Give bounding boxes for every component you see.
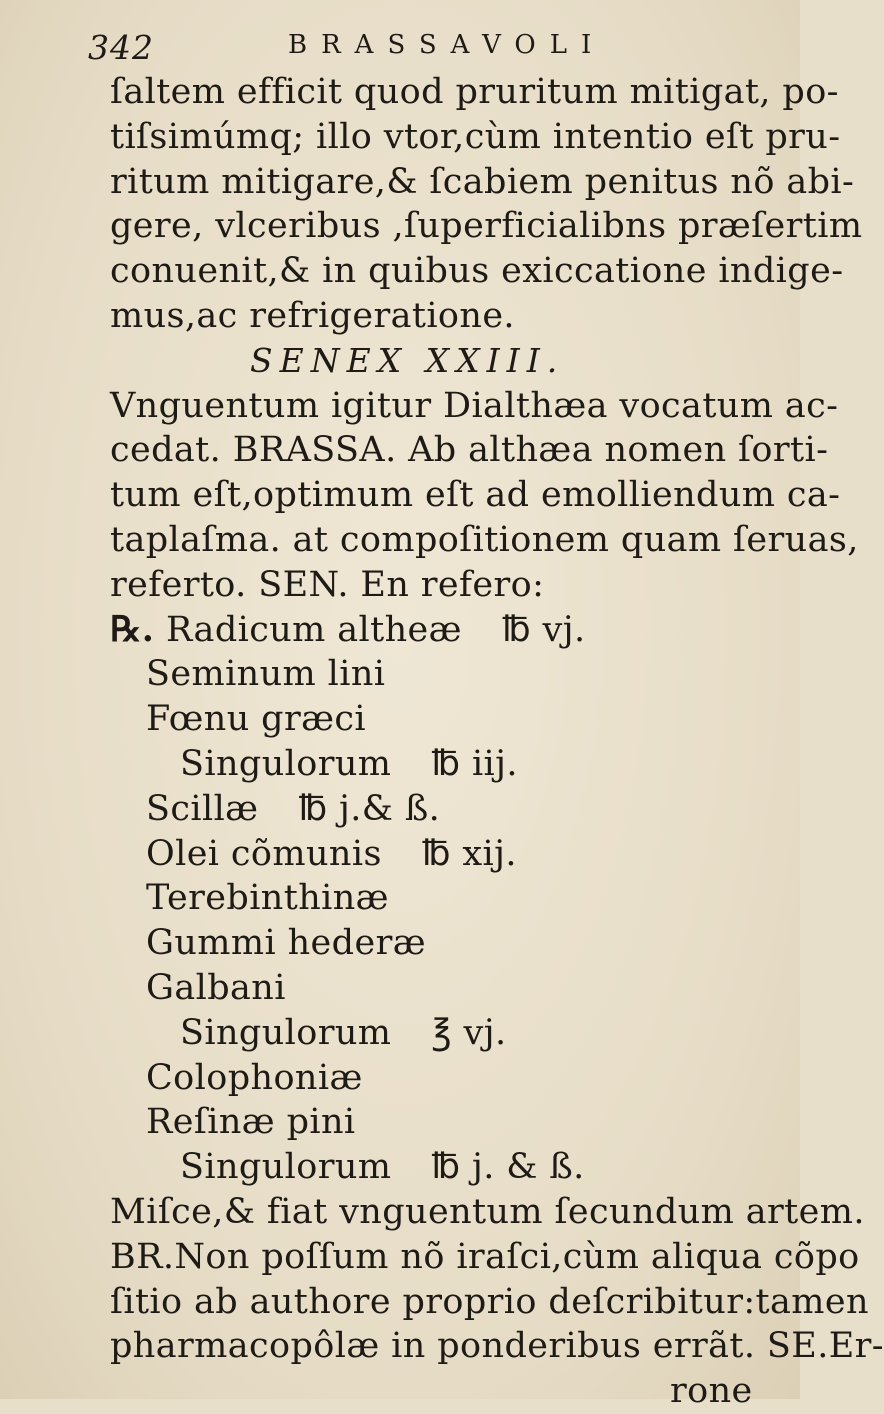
section-heading: SENEX XXIII.: [250, 340, 565, 380]
recipe-line: [110, 742, 800, 787]
recipe-line: [110, 1100, 800, 1145]
paragraph-line: Vnguentum igitur Dialthæa vocatum ac-: [110, 385, 839, 426]
ingredient: Radicum altheæ: [166, 609, 462, 650]
ingredient: Seminum lini: [146, 654, 386, 695]
closing-line: ſitio ab authore proprio deſcribitur:tamen: [110, 1281, 869, 1322]
recipe-line: [110, 921, 800, 966]
running-title: BRASSAVOLI: [288, 30, 606, 60]
recipe-line: [110, 652, 800, 697]
body-text: [110, 70, 884, 1414]
ingredient: Singulorum: [180, 1012, 392, 1053]
recipe-line: [110, 876, 800, 921]
closing-line: pharmacopôlæ in ponderibus errãt. SE.Er-: [110, 1326, 884, 1367]
page-number: 342: [88, 28, 154, 67]
ingredient: Galbani: [146, 967, 286, 1008]
quantity: ℔ j. & ß.: [431, 1147, 585, 1188]
recipe-symbol: ℞.: [110, 608, 155, 650]
recipe-line: [110, 1011, 800, 1056]
catchword: rone: [670, 1371, 753, 1412]
text-line: conuenit,& in quibus exiccatione indige-: [110, 251, 844, 292]
ingredient: Singulorum: [180, 743, 392, 784]
recipe-line: [110, 1145, 800, 1190]
text-line: ſaltem efficit quod pruritum mitigat, po-: [110, 72, 839, 112]
ingredient: Olei cõmunis: [146, 833, 382, 874]
ingredient: Terebinthinæ: [146, 878, 389, 919]
quantity: ℔ vj.: [501, 609, 586, 650]
recipe-line: [110, 966, 800, 1011]
text-line: gere, vlceribus ,ſuperficialibns præſertim: [110, 206, 863, 247]
closing-line: BR.Non poſſum nõ iraſci,cùm aliqua cõpo: [110, 1236, 860, 1277]
ingredient: Gummi hederæ: [146, 923, 426, 964]
page-header: [88, 28, 648, 68]
recipe-line: [110, 697, 800, 742]
recipe-line: [110, 608, 800, 653]
quantity: ℥ vj.: [431, 1012, 507, 1053]
ingredient: Fœnu græci: [146, 699, 367, 740]
paragraph-line: cedat. BRASSA. Ab althæa nomen ſorti-: [110, 430, 829, 471]
recipe-line: [110, 832, 800, 877]
paragraph-line: tum eſt,optimum eſt ad emolliendum ca-: [110, 475, 841, 516]
closing-line: Miſce,& fiat vnguentum ſecundum artem.: [110, 1191, 865, 1232]
quantity: ℔ iij.: [431, 743, 518, 784]
quantity: ℔ xij.: [421, 833, 517, 874]
paragraph-line: referto. SEN. En refero:: [110, 564, 545, 605]
ingredient: Singulorum: [180, 1147, 392, 1188]
ingredient: Scillæ: [146, 788, 259, 829]
text-line: tiſsimúmq; illo vtor,cùm intentio eſt pru-: [110, 116, 841, 157]
recipe-line: [110, 1056, 800, 1101]
paragraph-line: taplaſma. at compoſitionem quam ſeruas,: [110, 519, 859, 560]
quantity: ℔ j.& ß.: [298, 788, 441, 829]
text-line: ritum mitigare,& ſcabiem penitus nõ abi-: [110, 161, 855, 202]
recipe-line: [110, 787, 800, 832]
text-line: mus,ac refrigeratione.: [110, 295, 515, 336]
ingredient: Reſinæ pini: [146, 1102, 356, 1143]
ingredient: Colophoniæ: [146, 1057, 363, 1098]
